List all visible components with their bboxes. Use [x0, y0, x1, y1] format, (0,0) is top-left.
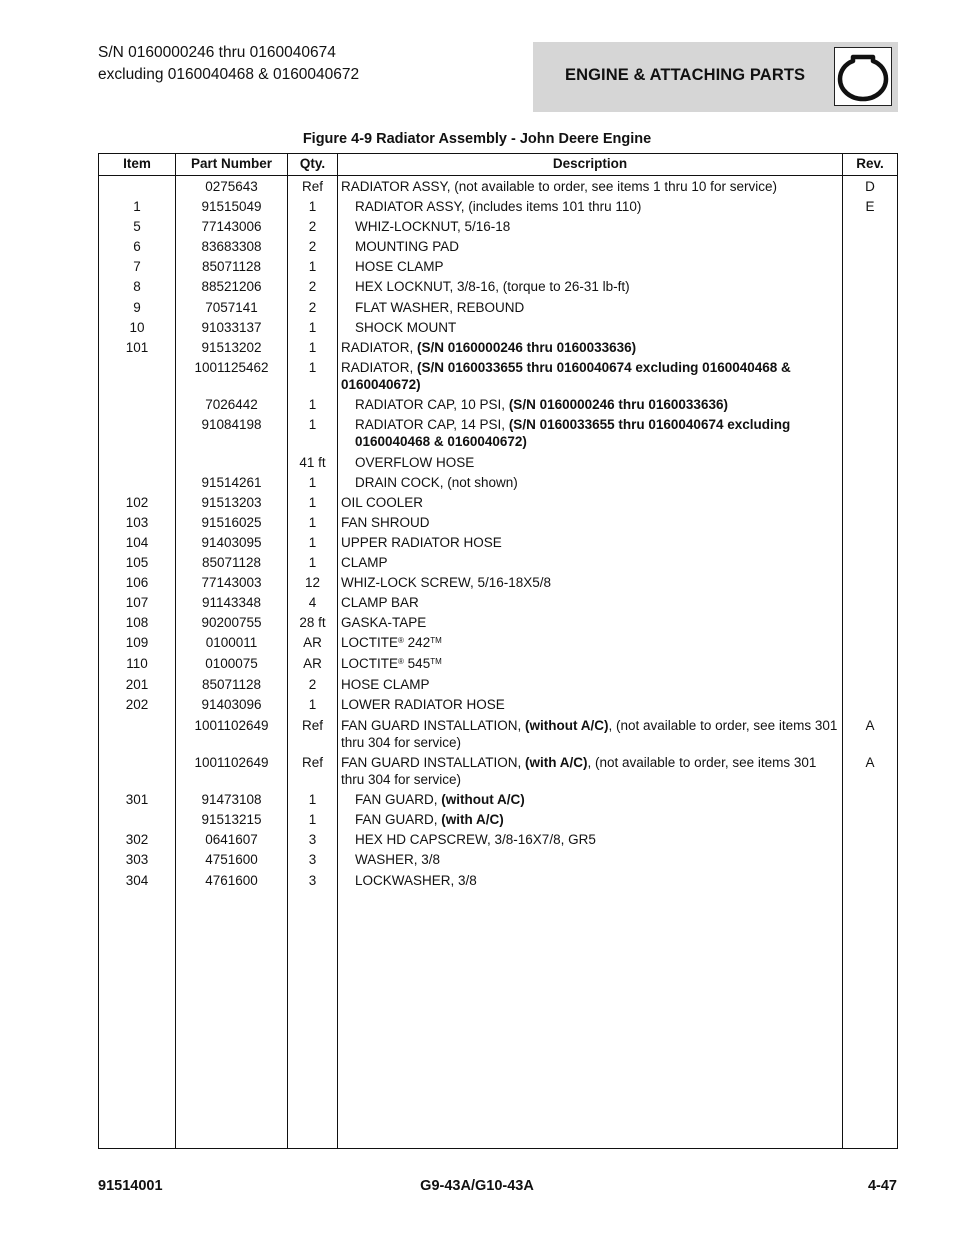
- part-number: 91403096: [201, 697, 262, 712]
- description-text: LOCTITE: [341, 635, 399, 650]
- section-header: [533, 42, 898, 112]
- description-text: , (not available to order, see items 301 thru 304 for service): [341, 755, 817, 787]
- quantity: 1: [308, 397, 317, 412]
- item-number: 107: [125, 595, 149, 610]
- quantity: 2: [308, 300, 317, 315]
- part-number: 91513215: [201, 812, 262, 827]
- description: [355, 218, 839, 235]
- description-text: (without A/C): [441, 792, 525, 807]
- description-text: FAN GUARD INSTALLATION,: [341, 718, 526, 733]
- description-text: DRAIN COCK, (not shown): [355, 475, 518, 490]
- description: [341, 494, 838, 511]
- column-divider: [842, 154, 843, 1148]
- part-number: 0641607: [205, 832, 258, 847]
- item-number: 304: [125, 873, 149, 888]
- quantity: 1: [308, 320, 317, 335]
- column-header-part-number: Part Number: [190, 156, 273, 171]
- description-text: (without A/C): [525, 718, 609, 733]
- description: [341, 655, 838, 672]
- part-number: 90200755: [201, 615, 262, 630]
- part-number: 85071128: [201, 555, 262, 570]
- description-text: RADIATOR,: [341, 340, 418, 355]
- quantity: 2: [308, 239, 317, 254]
- trademark-mark: TM: [430, 657, 442, 666]
- item-number: 108: [125, 615, 149, 630]
- item-number: 6: [133, 239, 141, 254]
- quantity: 1: [308, 792, 317, 807]
- description-text: LOWER RADIATOR HOSE: [341, 697, 505, 712]
- description-text: OVERFLOW HOSE: [355, 455, 475, 470]
- quantity: 3: [308, 832, 317, 847]
- trademark-mark: TM: [430, 636, 442, 645]
- description: [341, 594, 838, 611]
- item-number: 102: [125, 495, 149, 510]
- column-header-rev: Rev.: [856, 156, 884, 171]
- revision: A: [865, 718, 875, 733]
- description-text: GASKA-TAPE: [341, 615, 427, 630]
- part-number: 91513202: [201, 340, 262, 355]
- description: [355, 278, 839, 295]
- item-number: 104: [125, 535, 149, 550]
- part-number: 1001102649: [194, 718, 269, 733]
- description-text: FLAT WASHER, REBOUND: [355, 300, 525, 315]
- revision: E: [865, 199, 875, 214]
- quantity: Ref: [301, 755, 323, 770]
- part-number: 91473108: [201, 792, 262, 807]
- quantity: 3: [308, 873, 317, 888]
- quantity: 1: [308, 535, 317, 550]
- item-number: 301: [125, 792, 149, 807]
- description: [355, 258, 839, 275]
- description-text: RADIATOR CAP, 10 PSI,: [355, 397, 509, 412]
- quantity: 3: [308, 852, 317, 867]
- part-number: 83683308: [201, 239, 262, 254]
- item-number: 106: [125, 575, 149, 590]
- description-text: (with A/C): [525, 755, 588, 770]
- quantity: 1: [308, 340, 317, 355]
- section-title: ENGINE & ATTACHING PARTS: [565, 66, 806, 84]
- item-number: 302: [125, 832, 149, 847]
- revision: D: [865, 179, 875, 194]
- quantity: 1: [308, 417, 317, 432]
- item-number: 202: [125, 697, 149, 712]
- item-number: 101: [125, 340, 149, 355]
- quantity: 12: [304, 575, 321, 590]
- part-number: 0100075: [205, 656, 258, 671]
- part-number: 4761600: [205, 873, 258, 888]
- description-text: OIL COOLER: [341, 495, 424, 510]
- part-number: 1001125462: [194, 360, 269, 375]
- parts-table: [98, 153, 898, 1149]
- part-number: 91515049: [201, 199, 262, 214]
- quantity: 2: [308, 219, 317, 234]
- item-number: 10: [129, 320, 145, 335]
- description: [341, 676, 838, 693]
- quantity: 1: [308, 555, 317, 570]
- description: [341, 754, 838, 788]
- item-number: 201: [125, 677, 149, 692]
- figure-caption: Figure 4-9 Radiator Assembly - John Deere Engine: [302, 131, 652, 147]
- quantity: 1: [308, 495, 317, 510]
- description: [341, 717, 838, 751]
- description-text: FAN GUARD INSTALLATION,: [341, 755, 526, 770]
- description: [355, 454, 839, 471]
- serial-range: [98, 42, 359, 86]
- quantity: 1: [308, 515, 317, 530]
- part-number: 7026442: [205, 397, 258, 412]
- description: [355, 791, 839, 808]
- description-text: FAN GUARD,: [355, 812, 442, 827]
- description: [355, 396, 839, 413]
- description: [355, 198, 839, 215]
- description: [355, 811, 839, 828]
- description: [341, 634, 838, 651]
- item-number: 105: [125, 555, 149, 570]
- quantity: 1: [308, 812, 317, 827]
- description-text: (with A/C): [441, 812, 504, 827]
- description: [341, 554, 838, 571]
- quantity: 1: [308, 259, 317, 274]
- description: [341, 696, 838, 713]
- part-number: 7057141: [205, 300, 258, 315]
- quantity: 2: [308, 279, 317, 294]
- description-text: HEX HD CAPSCREW, 3/8-16X7/8, GR5: [355, 832, 596, 847]
- description: [355, 416, 839, 450]
- description: [355, 299, 839, 316]
- part-number: 91403095: [201, 535, 262, 550]
- description-text: RADIATOR ASSY, (not available to order, see items 1 thru 10 for service): [341, 179, 777, 194]
- footer-model: G9-43A/G10-43A: [420, 1178, 534, 1194]
- part-number: 91033137: [201, 320, 262, 335]
- part-number: 91513203: [201, 495, 262, 510]
- description-text: LOCKWASHER, 3/8: [355, 873, 477, 888]
- description-text: CLAMP BAR: [341, 595, 419, 610]
- column-divider: [337, 154, 338, 1148]
- description-text: FAN GUARD,: [355, 792, 442, 807]
- description-text: (S/N 0160033655 thru 0160040674 excluding 0160040468 & 0160040672): [355, 417, 791, 449]
- description: [355, 474, 839, 491]
- quantity: Ref: [301, 718, 323, 733]
- description: [341, 614, 838, 631]
- item-number: 303: [125, 852, 149, 867]
- serial-line-1: S/N 0160000246 thru 0160040674: [98, 44, 336, 61]
- description-text: HOSE CLAMP: [341, 677, 430, 692]
- description-text: LOCTITE: [341, 656, 399, 671]
- item-number: 103: [125, 515, 149, 530]
- item-number: 9: [133, 300, 141, 315]
- quantity: 28 ft: [299, 615, 326, 630]
- description-text: WHIZ-LOCKNUT, 5/16-18: [355, 219, 511, 234]
- revision: A: [865, 755, 875, 770]
- description-text: (S/N 0160000246 thru 0160033636): [417, 340, 637, 355]
- description: [355, 319, 839, 336]
- quantity: 2: [308, 677, 317, 692]
- part-number: 88521206: [201, 279, 262, 294]
- part-number: 85071128: [201, 677, 262, 692]
- quantity: 1: [308, 697, 317, 712]
- part-number: 77143003: [201, 575, 262, 590]
- item-number: 8: [133, 279, 141, 294]
- quantity: 1: [308, 475, 317, 490]
- quantity: AR: [303, 656, 322, 671]
- item-number: 7: [133, 259, 141, 274]
- description-text: HOSE CLAMP: [355, 259, 444, 274]
- quantity: AR: [303, 635, 322, 650]
- item-number: 110: [126, 656, 148, 671]
- footer-page-number: 4-47: [867, 1178, 897, 1194]
- engine-outline-icon: [835, 48, 891, 105]
- part-number: 77143006: [201, 219, 262, 234]
- serial-line-2: excluding 0160040468 & 0160040672: [98, 66, 360, 83]
- description: [341, 514, 838, 531]
- quantity: 41 ft: [299, 455, 326, 470]
- description-text: MOUNTING PAD: [355, 239, 459, 254]
- description-text: 242: [403, 635, 431, 650]
- footer-doc-number: 91514001: [98, 1178, 163, 1194]
- description-text: (S/N 0160033655 thru 0160040674 excluding 0160040468 & 0160040672): [341, 360, 791, 392]
- description: [341, 359, 838, 393]
- item-number: 5: [133, 219, 141, 234]
- quantity: Ref: [301, 179, 323, 194]
- description-text: SHOCK MOUNT: [355, 320, 457, 335]
- column-header-qty: Qty.: [299, 156, 326, 171]
- description: [341, 339, 838, 356]
- column-header-description: Description: [552, 156, 628, 171]
- part-number: 85071128: [201, 259, 262, 274]
- description-text: UPPER RADIATOR HOSE: [341, 535, 502, 550]
- engine-icon-frame: [834, 47, 892, 106]
- part-number: 91143348: [201, 595, 262, 610]
- description-text: (S/N 0160000246 thru 0160033636): [508, 397, 728, 412]
- description: [341, 178, 838, 195]
- part-number: 91084198: [201, 417, 262, 432]
- item-number: 1: [133, 199, 141, 214]
- description-text: 545: [403, 656, 431, 671]
- description: [355, 831, 839, 848]
- description: [355, 851, 839, 868]
- description-text: RADIATOR CAP, 14 PSI,: [355, 417, 509, 432]
- part-number: 0275643: [205, 179, 258, 194]
- description: [341, 534, 838, 551]
- part-number: 0100011: [205, 635, 258, 650]
- description-text: , (not available to order, see items 301 thru 304 for service): [341, 718, 838, 750]
- description: [355, 872, 839, 889]
- description-text: FAN SHROUD: [341, 515, 430, 530]
- quantity: 1: [308, 199, 317, 214]
- item-number: 109: [125, 635, 149, 650]
- header-divider: [99, 175, 897, 176]
- part-number: 91516025: [201, 515, 262, 530]
- part-number: 1001102649: [194, 755, 269, 770]
- quantity: 1: [308, 360, 317, 375]
- description-text: CLAMP: [341, 555, 388, 570]
- description: [355, 238, 839, 255]
- description-text: RADIATOR ASSY, (includes items 101 thru 110): [355, 199, 642, 214]
- column-header-item: Item: [123, 156, 151, 171]
- trademark-mark: ®: [398, 636, 404, 645]
- part-number: 91514261: [201, 475, 262, 490]
- quantity: 4: [308, 595, 317, 610]
- description-text: WASHER, 3/8: [355, 852, 441, 867]
- description-text: RADIATOR,: [341, 360, 418, 375]
- description: [341, 574, 838, 591]
- part-number: 4751600: [205, 852, 258, 867]
- description-text: WHIZ-LOCK SCREW, 5/16-18X5/8: [341, 575, 552, 590]
- description-text: HEX LOCKNUT, 3/8-16, (torque to 26-31 lb-ft): [355, 279, 630, 294]
- trademark-mark: ®: [398, 657, 404, 666]
